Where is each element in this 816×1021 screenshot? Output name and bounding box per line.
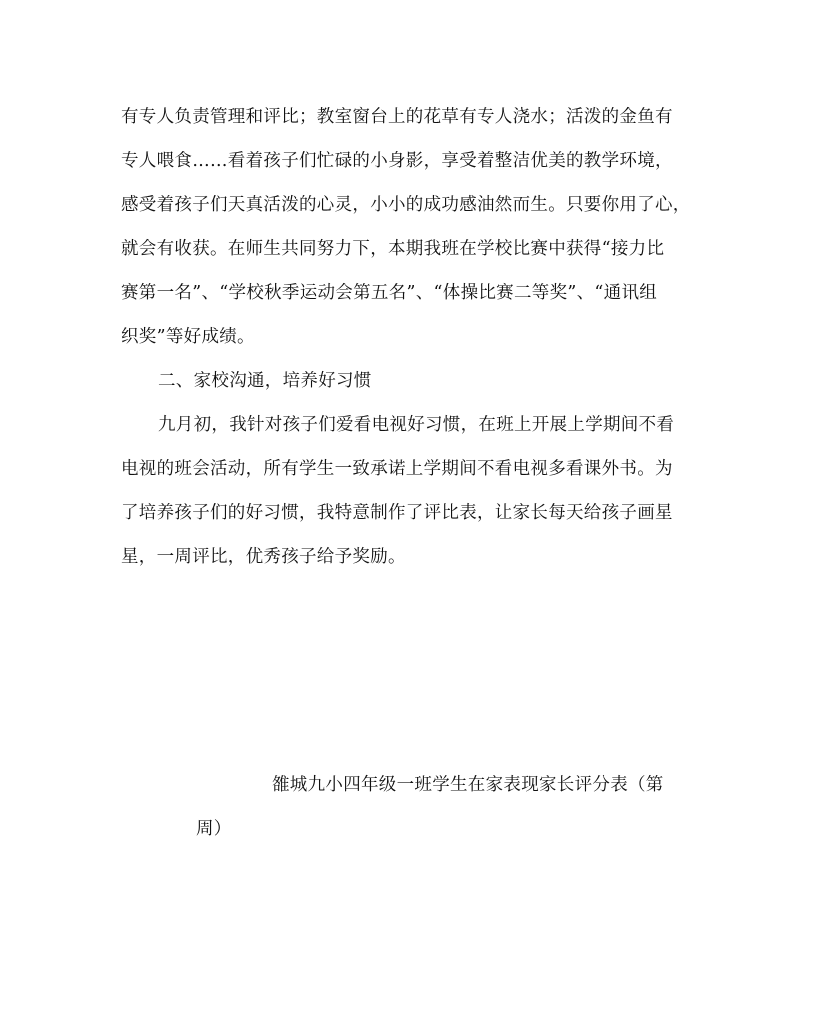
paragraph-line: 织奖”等好成绩。 bbox=[121, 327, 255, 347]
section-heading: 二、家校沟通，培养好习惯 bbox=[158, 371, 372, 391]
paragraph-line: 专人喂食……看着孩子们忙碌的小身影，享受着整洁优美的教学环境， bbox=[121, 151, 673, 171]
table-title-line-1: 雒城九小四年级一班学生在家表现家长评分表（第 bbox=[272, 775, 664, 795]
paragraph-line: 就会有收获。在师生共同努力下，本期我班在学校比赛中获得“接力比 bbox=[121, 239, 665, 259]
section-line: 九月初，我针对孩子们爱看电视好习惯，在班上开展上学期间不看 bbox=[158, 415, 675, 435]
section-line: 星，一周评比，优秀孩子给予奖励。 bbox=[121, 547, 406, 567]
paragraph-line: 有专人负责管理和评比；教室窗台上的花草有专人浇水；活泼的金鱼有 bbox=[121, 107, 673, 127]
section-line: 了培养孩子们的好习惯，我特意制作了评比表，让家长每天给孩子画星 bbox=[121, 503, 673, 523]
section-line: 电视的班会活动，所有学生一致承诺上学期间不看电视多看课外书。为 bbox=[121, 459, 673, 479]
table-title-line-2: 周） bbox=[196, 819, 232, 839]
paragraph-line: 赛第一名”、“学校秋季运动会第五名”、“体操比赛二等奖”、“通讯组 bbox=[121, 283, 658, 303]
paragraph-line: 感受着孩子们天真活泼的心灵，小小的成功感油然而生。只要你用了心， bbox=[121, 195, 691, 215]
